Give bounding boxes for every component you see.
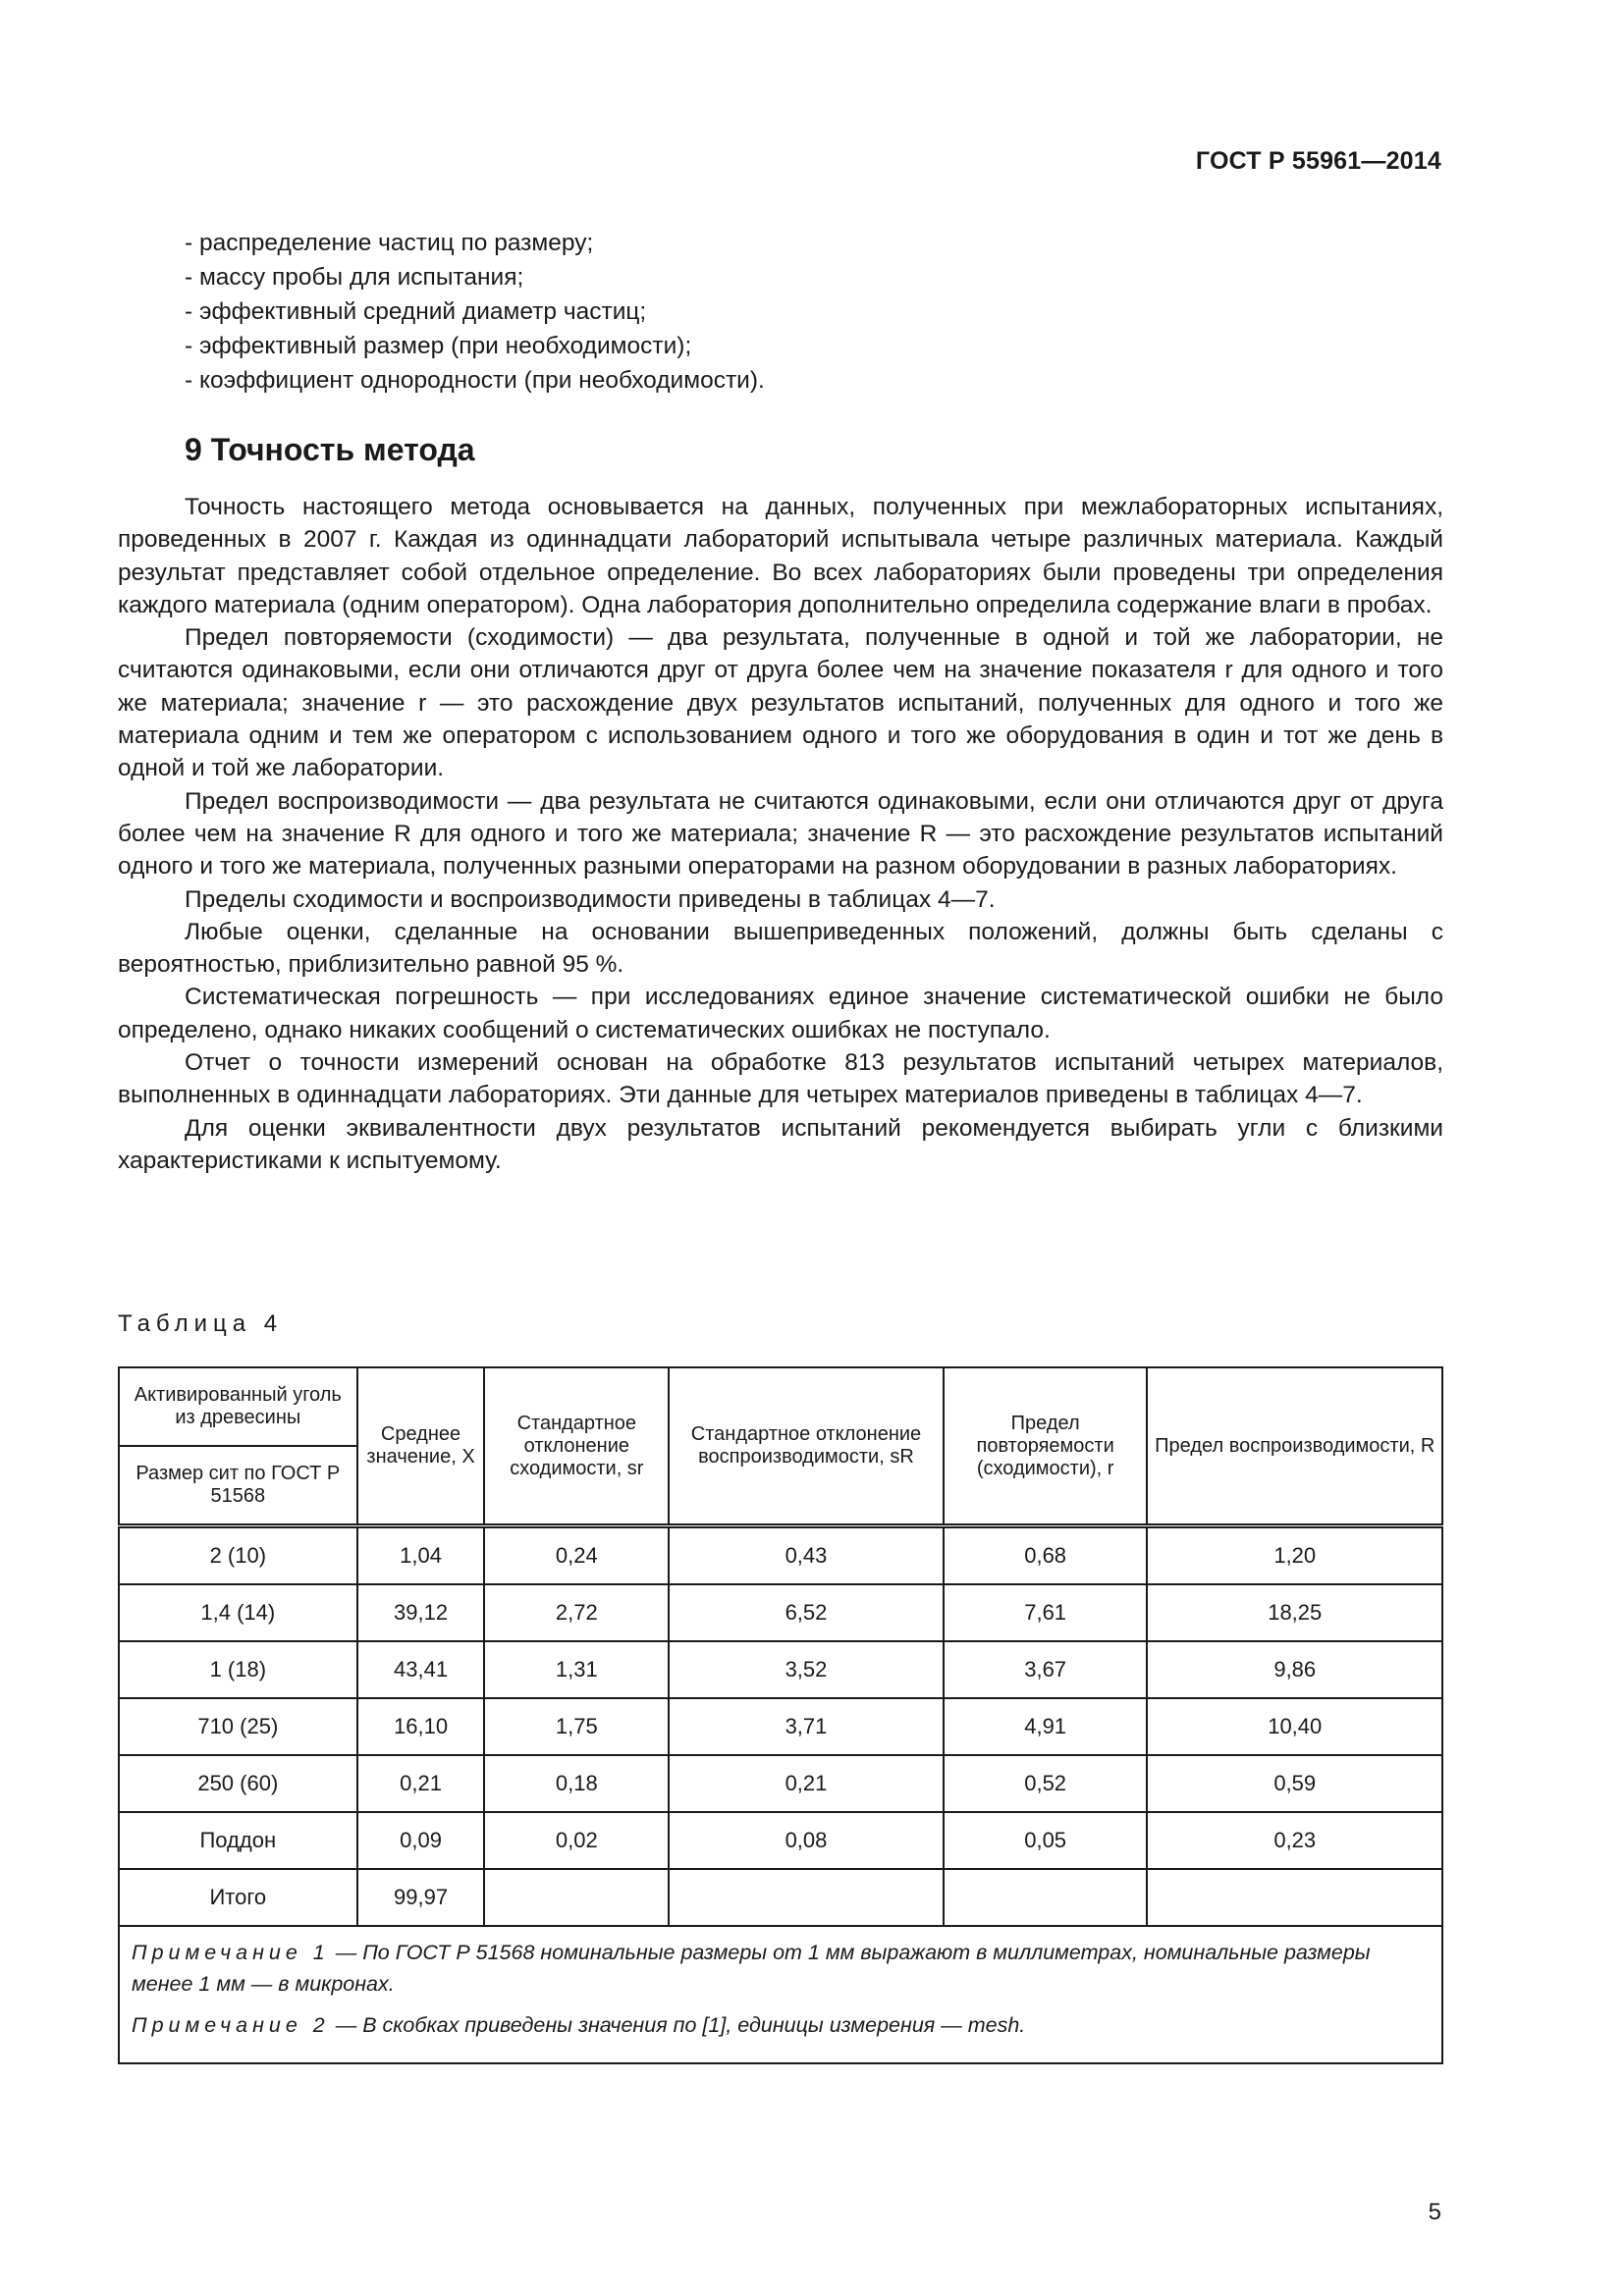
note-2 bbox=[132, 2009, 1430, 2041]
table-row bbox=[119, 1584, 1442, 1641]
header-mean: Среднее значение, X bbox=[357, 1367, 485, 1526]
paragraph: Систематическая погрешность — при исследованиях единое значение систематической ошибки не было определено, однако никаких сообщений о систематических ошибках не поступало. bbox=[118, 984, 1443, 1043]
cell-sr: 1,75 bbox=[484, 1698, 669, 1755]
cell-r: 0,52 bbox=[944, 1755, 1148, 1812]
cell-sieve: Итого bbox=[119, 1869, 357, 1926]
cell-sR bbox=[669, 1869, 944, 1926]
page-number: 5 bbox=[1428, 2199, 1441, 2225]
list-item: - коэффициент однородности (при необходимости). bbox=[185, 367, 765, 394]
cell-R: 9,86 bbox=[1147, 1641, 1442, 1698]
note-label: Примечание 2 bbox=[132, 2013, 330, 2037]
bullet-list bbox=[185, 226, 1441, 398]
cell-r: 0,05 bbox=[944, 1812, 1148, 1869]
list-item: - распределение частиц по размеру; bbox=[185, 230, 594, 256]
table-row bbox=[119, 1698, 1442, 1755]
paragraph: Предел повторяемости (сходимости) — два результата, полученные в одной и той же лаборатории, не считаются одинаковыми, если они отличаются друг от друга более чем на значение показателя r для одного и того же материала; значение r — это расхождение двух результатов испытаний, полученных для одного и того же материала одним и тем же оператором с использованием одного и того же оборудования в один и тот же день в одной и той же лаборатории. bbox=[118, 624, 1443, 782]
cell-R bbox=[1147, 1869, 1442, 1926]
list-item: - массу пробы для испытания; bbox=[185, 264, 524, 291]
cell-sR: 3,52 bbox=[669, 1641, 944, 1698]
cell-sr: 1,31 bbox=[484, 1641, 669, 1698]
paragraph: Любые оценки, сделанные на основании вышеприведенных положений, должны быть сделаны с вероятностью, приблизительно равной 95 %. bbox=[118, 918, 1443, 979]
cell-mean: 43,41 bbox=[357, 1641, 485, 1698]
table-notes bbox=[119, 1926, 1442, 2063]
cell-mean: 1,04 bbox=[357, 1526, 485, 1585]
note-text: — В скобках приведены значения по [1], единицы измерения — mesh. bbox=[329, 2013, 1026, 2037]
cell-sieve: 1,4 (14) bbox=[119, 1584, 357, 1641]
list-item: - эффективный средний диаметр частиц; bbox=[185, 298, 647, 325]
note-1 bbox=[132, 1937, 1430, 2000]
header-r: Предел повторяемости (сходимости), r bbox=[944, 1367, 1148, 1526]
cell-sR: 3,71 bbox=[669, 1698, 944, 1755]
standard-number: ГОСТ Р 55961—2014 bbox=[1195, 147, 1441, 175]
cell-sr: 0,02 bbox=[484, 1812, 669, 1869]
cell-R: 18,25 bbox=[1147, 1584, 1442, 1641]
section-title: 9 Точность метода bbox=[185, 432, 475, 467]
table-row bbox=[119, 1641, 1442, 1698]
cell-sieve: 1 (18) bbox=[119, 1641, 357, 1698]
table-row bbox=[119, 1755, 1442, 1812]
cell-mean: 39,12 bbox=[357, 1584, 485, 1641]
header-material: Активированный уголь из древесины bbox=[119, 1367, 357, 1446]
paragraph: Точность настоящего метода основывается на данных, полученных при межлабораторных испытаниях, проведенных в 2007 г. Каждая из одиннадцати лабораторий испытывала четыре различных материала. Каждый результат представляет собой отдельное определение. Во всех лабораториях были проведены три определения каждого материала (одним оператором). Одна лаборатория дополнительно определила содержание влаги в пробах. bbox=[118, 494, 1443, 618]
table-notes-row bbox=[119, 1926, 1442, 2063]
cell-r bbox=[944, 1869, 1148, 1926]
cell-mean: 99,97 bbox=[357, 1869, 485, 1926]
header-R: Предел воспроизводимости, R bbox=[1147, 1367, 1442, 1526]
cell-mean: 0,21 bbox=[357, 1755, 485, 1812]
cell-sr bbox=[484, 1869, 669, 1926]
cell-r: 3,67 bbox=[944, 1641, 1148, 1698]
note-label: Примечание 1 bbox=[132, 1941, 330, 1964]
list-item: - эффективный размер (при необходимости); bbox=[185, 333, 692, 359]
cell-sR: 6,52 bbox=[669, 1584, 944, 1641]
table-row bbox=[119, 1869, 1442, 1926]
paragraph: Пределы сходимости и воспроизводимости приведены в таблицах 4—7. bbox=[185, 885, 996, 913]
cell-sR: 0,08 bbox=[669, 1812, 944, 1869]
paragraph: Для оценки эквивалентности двух результатов испытаний рекомендуется выбирать угли с близкими характеристиками к испытуемому. bbox=[118, 1114, 1443, 1174]
table-caption: Таблица 4 bbox=[118, 1310, 284, 1337]
cell-mean: 0,09 bbox=[357, 1812, 485, 1869]
cell-sieve: 710 (25) bbox=[119, 1698, 357, 1755]
cell-sR: 0,21 bbox=[669, 1755, 944, 1812]
cell-R: 0,59 bbox=[1147, 1755, 1442, 1812]
cell-sieve: 2 (10) bbox=[119, 1526, 357, 1585]
paragraph: Предел воспроизводимости — два результата не считаются одинаковыми, если они отличаются друг от друга более чем на значение R для одного и того же материала; значение R — это расхождение результатов испытаний одного и того же материала, полученных разными операторами на разном оборудовании в разных лабораториях. bbox=[118, 787, 1443, 881]
cell-R: 10,40 bbox=[1147, 1698, 1442, 1755]
cell-sieve: Поддон bbox=[119, 1812, 357, 1869]
cell-R: 0,23 bbox=[1147, 1812, 1442, 1869]
header-sieve: Размер сит по ГОСТ Р 51568 bbox=[119, 1446, 357, 1526]
cell-r: 0,68 bbox=[944, 1526, 1148, 1585]
paragraph: Отчет о точности измерений основан на обработке 813 результатов испытаний четырех материалов, выполненных в одиннадцати лабораториях. Эти данные для четырех материалов приведены в таблицах 4—7. bbox=[118, 1049, 1443, 1109]
header-sr: Стандартное отклонение сходимости, sr bbox=[484, 1367, 669, 1526]
precision-table bbox=[118, 1366, 1443, 2064]
cell-sR: 0,43 bbox=[669, 1526, 944, 1585]
cell-R: 1,20 bbox=[1147, 1526, 1442, 1585]
body-text bbox=[118, 491, 1443, 1177]
table-row bbox=[119, 1526, 1442, 1585]
cell-sieve: 250 (60) bbox=[119, 1755, 357, 1812]
table-row bbox=[119, 1812, 1442, 1869]
cell-r: 7,61 bbox=[944, 1584, 1148, 1641]
cell-sr: 0,24 bbox=[484, 1526, 669, 1585]
header-sR: Стандартное отклонение воспроизводимости, sR bbox=[669, 1367, 944, 1526]
cell-sr: 0,18 bbox=[484, 1755, 669, 1812]
cell-sr: 2,72 bbox=[484, 1584, 669, 1641]
note-text: — По ГОСТ Р 51568 номинальные размеры от 1 мм выражают в миллиметрах, номинальные размеры менее 1 мм — в микронах. bbox=[132, 1941, 1371, 1996]
cell-mean: 16,10 bbox=[357, 1698, 485, 1755]
cell-r: 4,91 bbox=[944, 1698, 1148, 1755]
